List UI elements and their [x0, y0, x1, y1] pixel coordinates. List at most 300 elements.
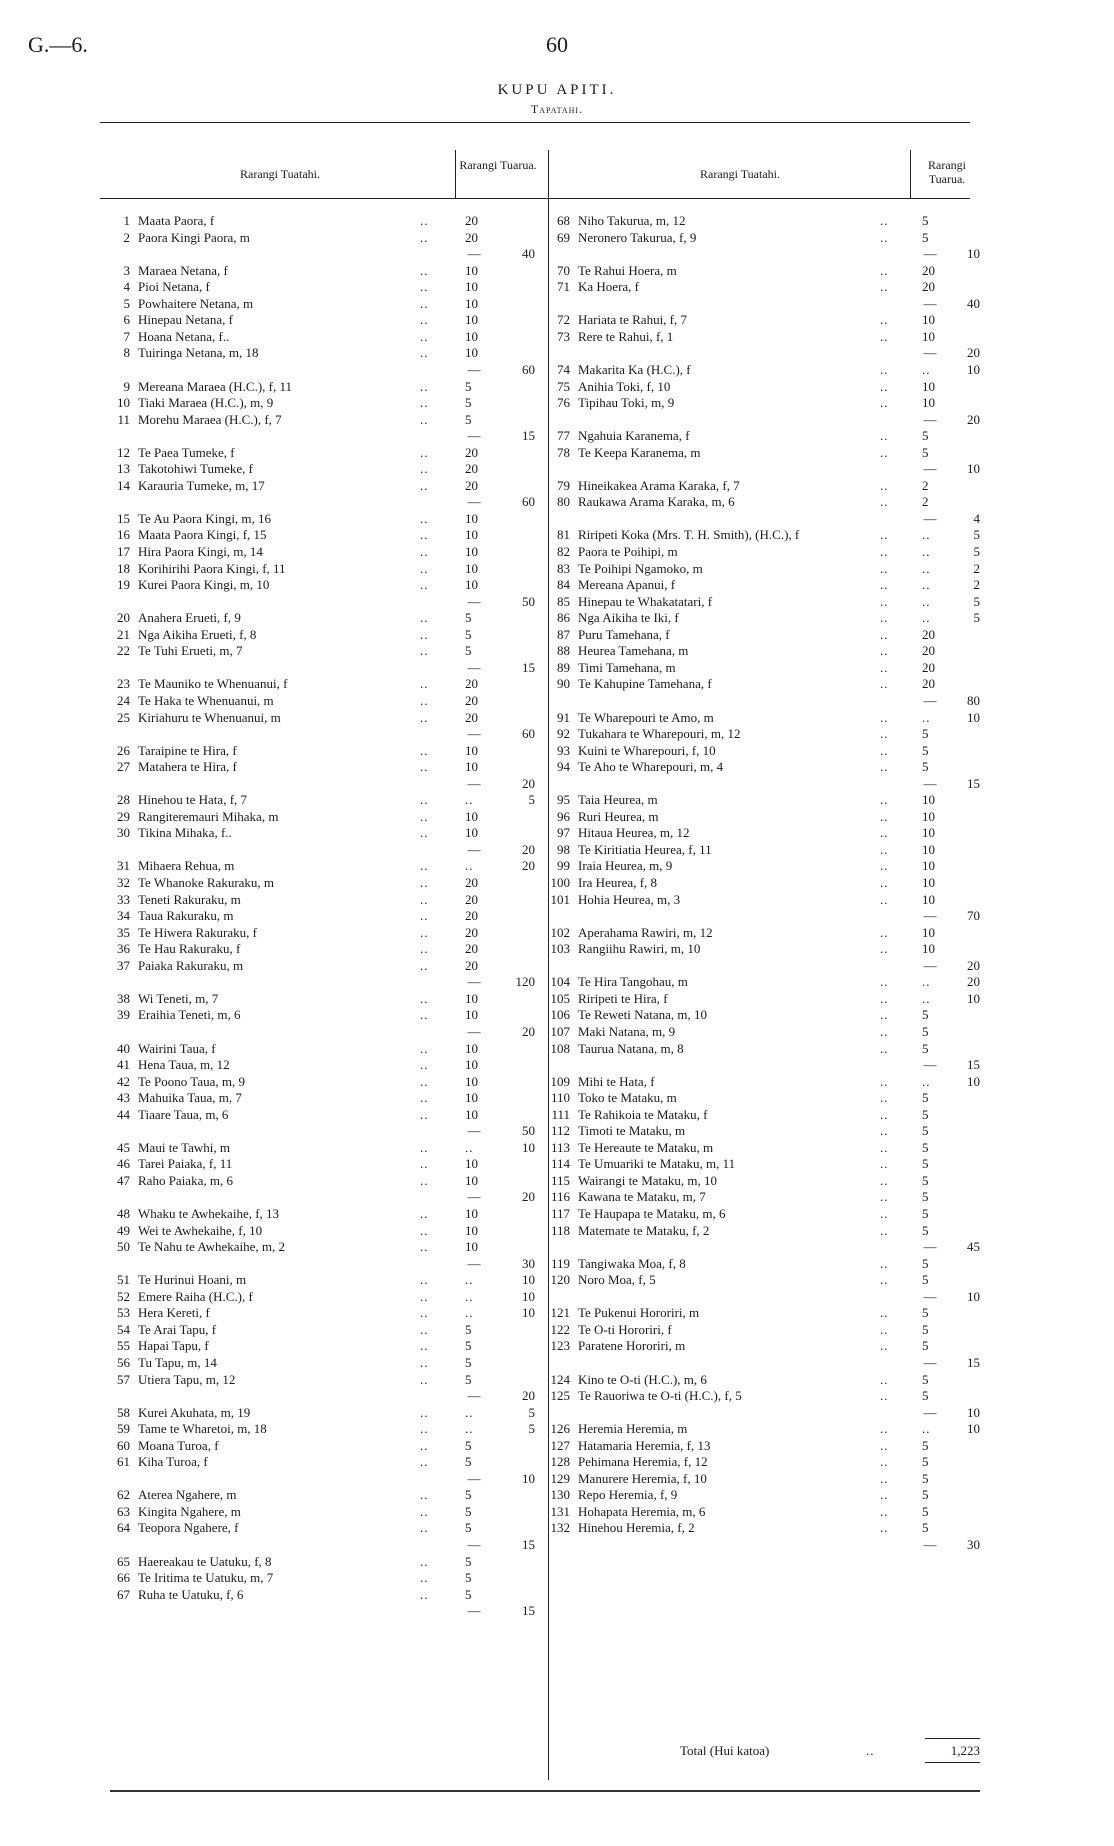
leader-dots: .. — [922, 1073, 931, 1089]
entry-name: Te Au Paora Kingi, m, 16 — [138, 510, 272, 526]
table-row — [0, 940, 1114, 957]
leader-dots: .. — [465, 1272, 474, 1288]
share-value: 5 — [465, 378, 472, 394]
table-row — [0, 229, 1114, 246]
entry-number: 18 — [117, 560, 130, 576]
entry-name: Raukawa Arama Karaka, m, 6 — [578, 494, 735, 510]
entry-name: Anahera Erueti, f, 9 — [138, 610, 241, 626]
page-number: 60 — [546, 32, 568, 57]
subtotal-row — [0, 460, 1114, 477]
entry-number: 104 — [550, 974, 570, 990]
leader-dots: .. — [880, 1007, 889, 1023]
total-value: 1,223 — [950, 1743, 980, 1758]
entry-name: Ruha te Uatuku, f, 6 — [138, 1586, 244, 1602]
total-label: Total (Hui katoa) — [680, 1743, 770, 1758]
entry-name: Hoana Netana, f.. — [138, 328, 230, 344]
leader-dots: .. — [880, 1172, 889, 1188]
entry-name: Toko te Mataku, m — [578, 1090, 677, 1106]
subtotal-value: 60 — [522, 494, 535, 510]
table-row — [0, 278, 1114, 295]
entry-number: 14 — [117, 477, 130, 493]
share-value: 5 — [922, 1454, 929, 1470]
share-value: 5 — [922, 1007, 929, 1023]
share-value: 10 — [922, 808, 935, 824]
leader-dots: .. — [420, 924, 429, 940]
subtotal-value: 10 — [522, 1470, 535, 1486]
page-bottom-rule — [110, 1790, 980, 1792]
share-total-value: 5 — [973, 527, 980, 543]
entry-number: 128 — [550, 1454, 570, 1470]
entry-number: 66 — [117, 1570, 130, 1586]
table-row — [0, 328, 1114, 345]
table-row — [0, 1387, 1114, 1404]
table-row — [0, 1486, 1114, 1503]
share-value: 10 — [922, 875, 935, 890]
share-value: 20 — [465, 875, 478, 890]
leader-dots: .. — [420, 1222, 429, 1238]
subtotal-value: 40 — [967, 295, 980, 311]
entry-name: Te Poono Taua, m, 9 — [138, 1073, 245, 1089]
subtotal-value: 80 — [967, 692, 980, 708]
table-row — [0, 1006, 1114, 1023]
entry-number: 114 — [550, 1156, 570, 1172]
entry-number: 59 — [117, 1421, 130, 1437]
share-total-value: 5 — [528, 1404, 535, 1420]
leader-dots: .. — [880, 1189, 889, 1205]
share-total-value: 5 — [973, 610, 980, 626]
leader-dots: .. — [880, 262, 889, 278]
table-row — [0, 1519, 1114, 1536]
leader-dots: .. — [420, 229, 429, 245]
entry-number: 73 — [557, 328, 570, 344]
leader-dots: .. — [420, 759, 429, 775]
leader-dots: .. — [880, 1305, 889, 1321]
entry-number: 51 — [117, 1272, 130, 1288]
leader-dots: .. — [420, 709, 429, 725]
table-row — [0, 609, 1114, 626]
leader-dots: .. — [880, 1156, 889, 1172]
entry-number: 101 — [550, 891, 570, 907]
entry-number: 49 — [117, 1222, 130, 1238]
leader-dots: .. — [420, 1007, 429, 1023]
share-value: 10 — [922, 941, 935, 957]
left-share-header: Rarangi Tuarua. — [459, 158, 537, 172]
leader-dots: .. — [420, 527, 429, 543]
entry-name: Hena Taua, m, 12 — [138, 1057, 230, 1073]
leader-dots: .. — [880, 841, 889, 857]
share-value: 10 — [465, 560, 478, 576]
entry-name: Maui te Tawhi, m — [138, 1139, 231, 1155]
share-value: 5 — [922, 1338, 929, 1354]
entry-number: 12 — [117, 444, 130, 460]
entry-number: 52 — [117, 1288, 130, 1304]
share-total-value: 5 — [973, 593, 980, 609]
entry-name: Mereana Maraea (H.C.), f, 11 — [138, 378, 293, 394]
leader-dots: .. — [880, 1520, 889, 1536]
entry-number: 98 — [557, 841, 570, 857]
share-value: 10 — [465, 1007, 478, 1023]
leader-dots: .. — [880, 477, 889, 493]
leader-dots: .. — [880, 560, 889, 576]
share-value: 10 — [465, 808, 478, 824]
share-value: 5 — [922, 1156, 929, 1172]
leader-dots: .. — [465, 858, 474, 874]
share-value: 5 — [465, 1487, 472, 1503]
entry-number: 132 — [550, 1520, 570, 1536]
entry-name: Wairini Taua, f — [138, 1040, 216, 1056]
leader-dots: .. — [420, 1090, 429, 1106]
leader-dots: .. — [465, 1139, 474, 1155]
leader-dots: .. — [420, 1139, 429, 1155]
table-row — [0, 1304, 1114, 1321]
subtotal-dash: — — [923, 1057, 937, 1073]
entry-number: 124 — [550, 1371, 570, 1387]
entry-number: 54 — [117, 1321, 130, 1337]
entry-name: Teneti Rakuraku, m — [138, 891, 241, 907]
subtotal-dash: — — [467, 1255, 481, 1271]
share-value: 5 — [922, 1503, 929, 1519]
table-row — [0, 1553, 1114, 1570]
table-row — [0, 1437, 1114, 1454]
share-value: 5 — [922, 1206, 929, 1221]
table-row — [0, 1122, 1114, 1139]
subtotal-dash: — — [923, 510, 937, 526]
entry-name: Te Whanoke Rakuraku, m — [138, 875, 275, 890]
share-value: 5 — [465, 1437, 472, 1453]
entry-number: 116 — [550, 1189, 570, 1205]
table-row — [0, 543, 1114, 560]
entry-number: 126 — [550, 1421, 570, 1437]
share-value: 20 — [922, 643, 935, 659]
entry-number: 110 — [550, 1090, 570, 1106]
subtotal-value: 20 — [522, 1388, 535, 1404]
entry-name: Te Haka te Whenuanui, m — [138, 692, 274, 708]
share-value: 10 — [465, 1106, 478, 1122]
leader-dots: .. — [465, 792, 474, 808]
entry-number: 34 — [117, 908, 130, 924]
entry-name: Pioi Netana, f — [138, 279, 210, 295]
subtotal-row — [0, 692, 1114, 709]
table-row — [0, 593, 1114, 610]
table-row — [0, 841, 1114, 858]
table-row — [0, 990, 1114, 1007]
leader-dots: .. — [420, 477, 429, 493]
right-list-header: Rarangi Tuatahi. — [700, 167, 780, 181]
table-row — [0, 444, 1114, 461]
share-value: 5 — [922, 1090, 929, 1106]
share-value: 10 — [922, 312, 935, 328]
leader-dots: .. — [420, 610, 429, 626]
subtotal-row — [0, 1354, 1114, 1371]
leader-dots: .. — [420, 1106, 429, 1122]
leader-dots: .. — [420, 643, 429, 659]
leader-dots: .. — [880, 544, 889, 559]
leader-dots: .. — [922, 1421, 931, 1437]
share-total-value: 10 — [967, 1421, 980, 1437]
entry-name: Matahera te Hira, f — [138, 759, 237, 775]
entry-name: Heremia Heremia, m — [578, 1421, 688, 1437]
entry-name: Hinehou Heremia, f, 2 — [578, 1520, 695, 1536]
share-value: 5 — [465, 1454, 472, 1470]
subtotal-dash: — — [467, 593, 481, 609]
entry-name: Neronero Takurua, f, 9 — [578, 229, 697, 245]
entry-number: 120 — [550, 1272, 570, 1288]
table-row — [0, 477, 1114, 494]
entry-name: Taia Heurea, m — [578, 792, 658, 808]
subtotal-value: 120 — [515, 974, 535, 990]
total-leader-dots: .. — [866, 1743, 875, 1758]
subtotal-row — [0, 907, 1114, 924]
leader-dots: .. — [880, 659, 889, 675]
entry-name: Hinepau Netana, f — [138, 312, 233, 328]
entry-number: 28 — [117, 792, 130, 808]
entry-number: 115 — [550, 1172, 570, 1188]
share-value: 20 — [465, 676, 478, 692]
entry-number: 26 — [117, 742, 130, 758]
share-value: 5 — [922, 213, 929, 228]
leader-dots: .. — [880, 378, 889, 394]
subtotal-value: 10 — [967, 1288, 980, 1304]
share-value: 10 — [465, 759, 478, 775]
share-value: 5 — [922, 1520, 929, 1536]
entry-number: 19 — [117, 577, 130, 593]
leader-dots: .. — [420, 1421, 429, 1437]
share-value: 10 — [465, 825, 478, 841]
entry-number: 23 — [117, 676, 130, 692]
entry-name: Kuini te Wharepouri, f, 10 — [578, 742, 716, 758]
leader-dots: .. — [420, 1437, 429, 1453]
entry-number: 33 — [117, 891, 130, 907]
table-row — [0, 1172, 1114, 1189]
entry-number: 125 — [550, 1388, 570, 1404]
entry-number: 30 — [117, 825, 130, 841]
entry-number: 99 — [557, 858, 570, 874]
share-value: 10 — [922, 825, 935, 841]
leader-dots: .. — [880, 1222, 889, 1238]
entry-name: Taraipine te Hira, f — [138, 742, 237, 758]
entry-name: Ka Hoera, f — [578, 279, 639, 295]
subtotal-dash: — — [467, 428, 481, 444]
share-value: 2 — [922, 477, 929, 493]
entry-name: Paratene Hororiri, m — [578, 1338, 686, 1354]
share-total-value: 10 — [522, 1305, 535, 1321]
entry-name: Noro Moa, f, 5 — [578, 1272, 656, 1288]
subtotal-dash: — — [923, 345, 937, 361]
entry-number: 31 — [117, 858, 130, 874]
entry-number: 109 — [550, 1073, 570, 1089]
table-row — [0, 378, 1114, 395]
leader-dots: .. — [465, 1421, 474, 1437]
table-row — [0, 758, 1114, 775]
leader-dots: .. — [922, 990, 931, 1006]
right-share-divider — [910, 150, 911, 198]
subtotal-row — [0, 1238, 1114, 1255]
entry-name: Ira Heurea, f, 8 — [578, 875, 658, 890]
entry-name: Timi Tamehana, m — [578, 659, 676, 675]
leader-dots: .. — [420, 792, 429, 808]
entry-number: 95 — [557, 792, 570, 808]
entry-name: Emere Raiha (H.C.), f — [138, 1288, 253, 1304]
table-row — [0, 1073, 1114, 1090]
entry-name: Te Iritima te Uatuku, m, 7 — [138, 1570, 274, 1586]
leader-dots: .. — [880, 1470, 889, 1486]
leader-dots: .. — [465, 1288, 474, 1304]
entry-name: Puru Tamehana, f — [578, 626, 670, 642]
entry-name: Kawana te Mataku, m, 7 — [578, 1189, 706, 1205]
leader-dots: .. — [420, 1272, 429, 1288]
entry-name: Hera Kereti, f — [138, 1305, 210, 1321]
entry-number: 29 — [117, 808, 130, 824]
entry-name: Kiha Turoa, f — [138, 1454, 208, 1470]
entry-number: 91 — [557, 709, 570, 725]
leader-dots: .. — [420, 875, 429, 890]
share-value: 20 — [922, 262, 935, 278]
entry-number: 79 — [557, 477, 570, 493]
share-total-value: 20 — [967, 974, 980, 990]
share-value: 20 — [465, 957, 478, 973]
subtotal-dash: — — [467, 841, 481, 857]
subtotal-value: 30 — [522, 1255, 535, 1271]
entry-number: 130 — [550, 1487, 570, 1503]
leader-dots: .. — [420, 1156, 429, 1172]
entry-name: Te Rahui Hoera, m — [578, 262, 677, 278]
table-row — [0, 1569, 1114, 1586]
entry-name: Te Arai Tapu, f — [138, 1321, 217, 1337]
leader-dots: .. — [420, 510, 429, 526]
subtotal-dash: — — [923, 246, 937, 262]
entry-name: Te Hiwera Rakuraku, f — [138, 924, 257, 940]
entry-name: Mahuika Taua, m, 7 — [138, 1090, 242, 1106]
subtotal-value: 15 — [967, 775, 980, 791]
entry-number: 10 — [117, 395, 130, 411]
share-total-value: 10 — [522, 1272, 535, 1288]
entry-name: Iraia Heurea, m, 9 — [578, 858, 673, 874]
subtotal-value: 60 — [522, 726, 535, 742]
entry-name: Te Wharepouri te Amo, m — [578, 709, 714, 725]
subtotal-row — [0, 1288, 1114, 1305]
leader-dots: .. — [922, 709, 931, 725]
entry-name: Rere te Rahui, f, 1 — [578, 328, 674, 344]
entry-name: Korihirihi Paora Kingi, f, 11 — [138, 560, 286, 576]
table-row — [0, 560, 1114, 577]
leader-dots: .. — [922, 577, 931, 593]
table-row — [0, 1040, 1114, 1057]
share-value: 5 — [922, 1321, 929, 1337]
entry-number: 121 — [550, 1305, 570, 1321]
entry-number: 87 — [557, 626, 570, 642]
share-value: 5 — [922, 742, 929, 758]
leader-dots: .. — [420, 1570, 429, 1586]
leader-dots: .. — [880, 428, 889, 444]
leader-dots: .. — [880, 1454, 889, 1470]
subtotal-dash: — — [467, 1023, 481, 1039]
leader-dots: .. — [420, 1239, 429, 1255]
subtotal-value: 10 — [967, 1404, 980, 1420]
subtotal-dash: — — [467, 494, 481, 510]
table-row — [0, 1255, 1114, 1272]
entry-name: Te Kiritiatia Heurea, f, 11 — [578, 841, 712, 857]
entry-number: 56 — [117, 1354, 130, 1370]
entry-name: Tame te Wharetoi, m, 18 — [138, 1421, 267, 1437]
subtotal-value: 15 — [522, 428, 535, 444]
share-value: 5 — [922, 428, 929, 444]
leader-dots: .. — [880, 395, 889, 411]
table-row — [0, 725, 1114, 742]
leader-dots: .. — [880, 361, 889, 377]
leader-dots: .. — [420, 808, 429, 824]
share-value: 10 — [922, 924, 935, 940]
table-row — [0, 642, 1114, 659]
subtotal-dash: — — [923, 1404, 937, 1420]
leader-dots: .. — [880, 676, 889, 692]
entry-name: Rangiihu Rawiri, m, 10 — [578, 941, 701, 957]
subtotal-value: 70 — [967, 908, 980, 924]
entry-name: Hinepau te Whakatatari, f — [578, 593, 713, 609]
leader-dots: .. — [880, 1272, 889, 1288]
subtotal-value: 15 — [522, 1537, 535, 1552]
entry-number: 68 — [557, 213, 570, 228]
leader-dots: .. — [880, 941, 889, 957]
entry-number: 112 — [550, 1123, 570, 1139]
entry-number: 41 — [117, 1057, 130, 1073]
leader-dots: .. — [420, 395, 429, 411]
leader-dots: .. — [880, 1321, 889, 1337]
table-row — [0, 493, 1114, 510]
share-value: 5 — [465, 395, 472, 411]
leader-dots: .. — [420, 626, 429, 642]
subtotal-dash: — — [467, 659, 481, 675]
entry-number: 89 — [557, 659, 570, 675]
table-row — [0, 626, 1114, 643]
entry-number: 15 — [117, 510, 130, 526]
entry-name: Kurei Paora Kingi, m, 10 — [138, 577, 270, 593]
leader-dots: .. — [880, 593, 889, 609]
entry-number: 77 — [557, 428, 570, 444]
share-value: 5 — [465, 1338, 472, 1354]
subtotal-dash: — — [923, 1537, 937, 1552]
leader-dots: .. — [420, 1553, 429, 1569]
entry-number: 35 — [117, 924, 130, 940]
subtotal-dash: — — [467, 974, 481, 990]
entry-number: 102 — [550, 924, 570, 940]
share-value: 20 — [922, 279, 935, 295]
entry-number: 84 — [557, 577, 570, 593]
share-value: 5 — [922, 1371, 929, 1387]
entry-number: 7 — [123, 328, 130, 344]
entry-number: 4 — [123, 279, 130, 295]
entry-name: Anihia Toki, f, 10 — [578, 378, 671, 394]
leader-dots: .. — [420, 990, 429, 1006]
entry-name: Rangiteremauri Mihaka, m — [138, 808, 279, 824]
leader-dots: .. — [880, 709, 889, 725]
entry-name: Hinehou te Hata, f, 7 — [138, 792, 248, 808]
entry-name: Utiera Tapu, m, 12 — [138, 1371, 236, 1387]
leader-dots: .. — [922, 527, 931, 543]
table-row — [0, 526, 1114, 543]
leader-dots: .. — [420, 742, 429, 758]
subtotal-value: 4 — [973, 510, 980, 526]
entry-name: Te Pukenui Hororiri, m — [578, 1305, 700, 1321]
leader-dots: .. — [880, 213, 889, 228]
entry-number: 129 — [550, 1470, 570, 1486]
share-value: 10 — [922, 378, 935, 394]
entry-number: 32 — [117, 875, 130, 890]
entry-number: 53 — [117, 1305, 130, 1321]
entry-number: 25 — [117, 709, 130, 725]
table-row — [0, 1205, 1114, 1222]
share-value: 10 — [922, 841, 935, 857]
leader-dots: .. — [880, 626, 889, 642]
